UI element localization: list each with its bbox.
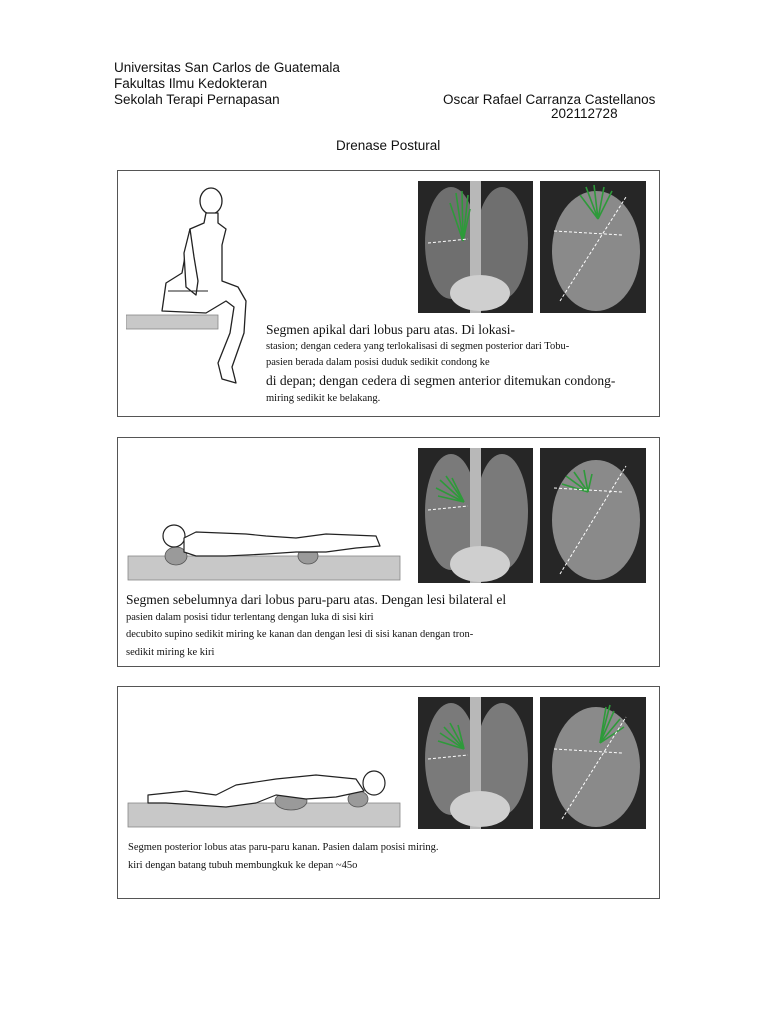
caption-line: di depan; dengan cedera di segmen anterior ditemukan condong- bbox=[266, 373, 616, 388]
drainage-panel-apical bbox=[117, 170, 660, 417]
xray-frontal-apical bbox=[418, 181, 533, 313]
xray-lateral-anterior bbox=[540, 448, 646, 583]
author-name: Oscar Rafael Carranza Castellanos bbox=[443, 92, 656, 107]
panel-1-caption bbox=[266, 321, 615, 407]
supine-patient-illustration bbox=[126, 516, 401, 584]
caption-line: Segmen posterior lobus atas paru-paru kanan. Pasien dalam posisi miring. bbox=[128, 842, 439, 853]
drainage-panel-posterior bbox=[117, 686, 660, 899]
panel-2-caption bbox=[126, 590, 506, 662]
xray-lateral-apical bbox=[540, 181, 646, 313]
university-name: Universitas San Carlos de Guatemala bbox=[114, 60, 340, 75]
caption-line: Segmen sebelumnya dari lobus paru-paru atas. Dengan lesi bilateral el bbox=[126, 592, 507, 607]
caption-line: pasien berada dalam posisi duduk sedikit condong ke bbox=[266, 357, 490, 368]
faculty-name: Fakultas Ilmu Kedokteran bbox=[114, 76, 268, 91]
caption-line: sedikit miring ke kiri bbox=[126, 647, 215, 658]
caption-line: stasion; dengan cedera yang terlokalisasi di segmen posterior dari Tobu- bbox=[266, 341, 570, 352]
xray-frontal-anterior bbox=[418, 448, 533, 583]
caption-line: pasien dalam posisi tidur terlentang dengan luka di sisi kiri bbox=[126, 612, 374, 623]
xray-lateral-posterior bbox=[540, 697, 646, 829]
caption-line: decubito supino sedikit miring ke kanan dan dengan lesi di sisi kanan dengan tron- bbox=[126, 629, 474, 640]
document-title: Drenase Postural bbox=[336, 138, 441, 153]
panel-3-caption bbox=[128, 839, 439, 875]
student-id: 202112728 bbox=[551, 106, 618, 121]
caption-line: Segmen apikal dari lobus paru atas. Di lokasi- bbox=[266, 322, 515, 337]
school-name: Sekolah Terapi Pernapasan bbox=[114, 92, 280, 107]
caption-line: miring sedikit ke belakang. bbox=[266, 393, 381, 404]
drainage-panel-anterior bbox=[117, 437, 660, 667]
sitting-patient-illustration bbox=[126, 183, 256, 393]
caption-line: kiri dengan batang tubuh membungkuk ke depan ~45o bbox=[128, 860, 358, 871]
side-lying-patient-illustration bbox=[126, 765, 401, 833]
xray-frontal-posterior bbox=[418, 697, 533, 829]
